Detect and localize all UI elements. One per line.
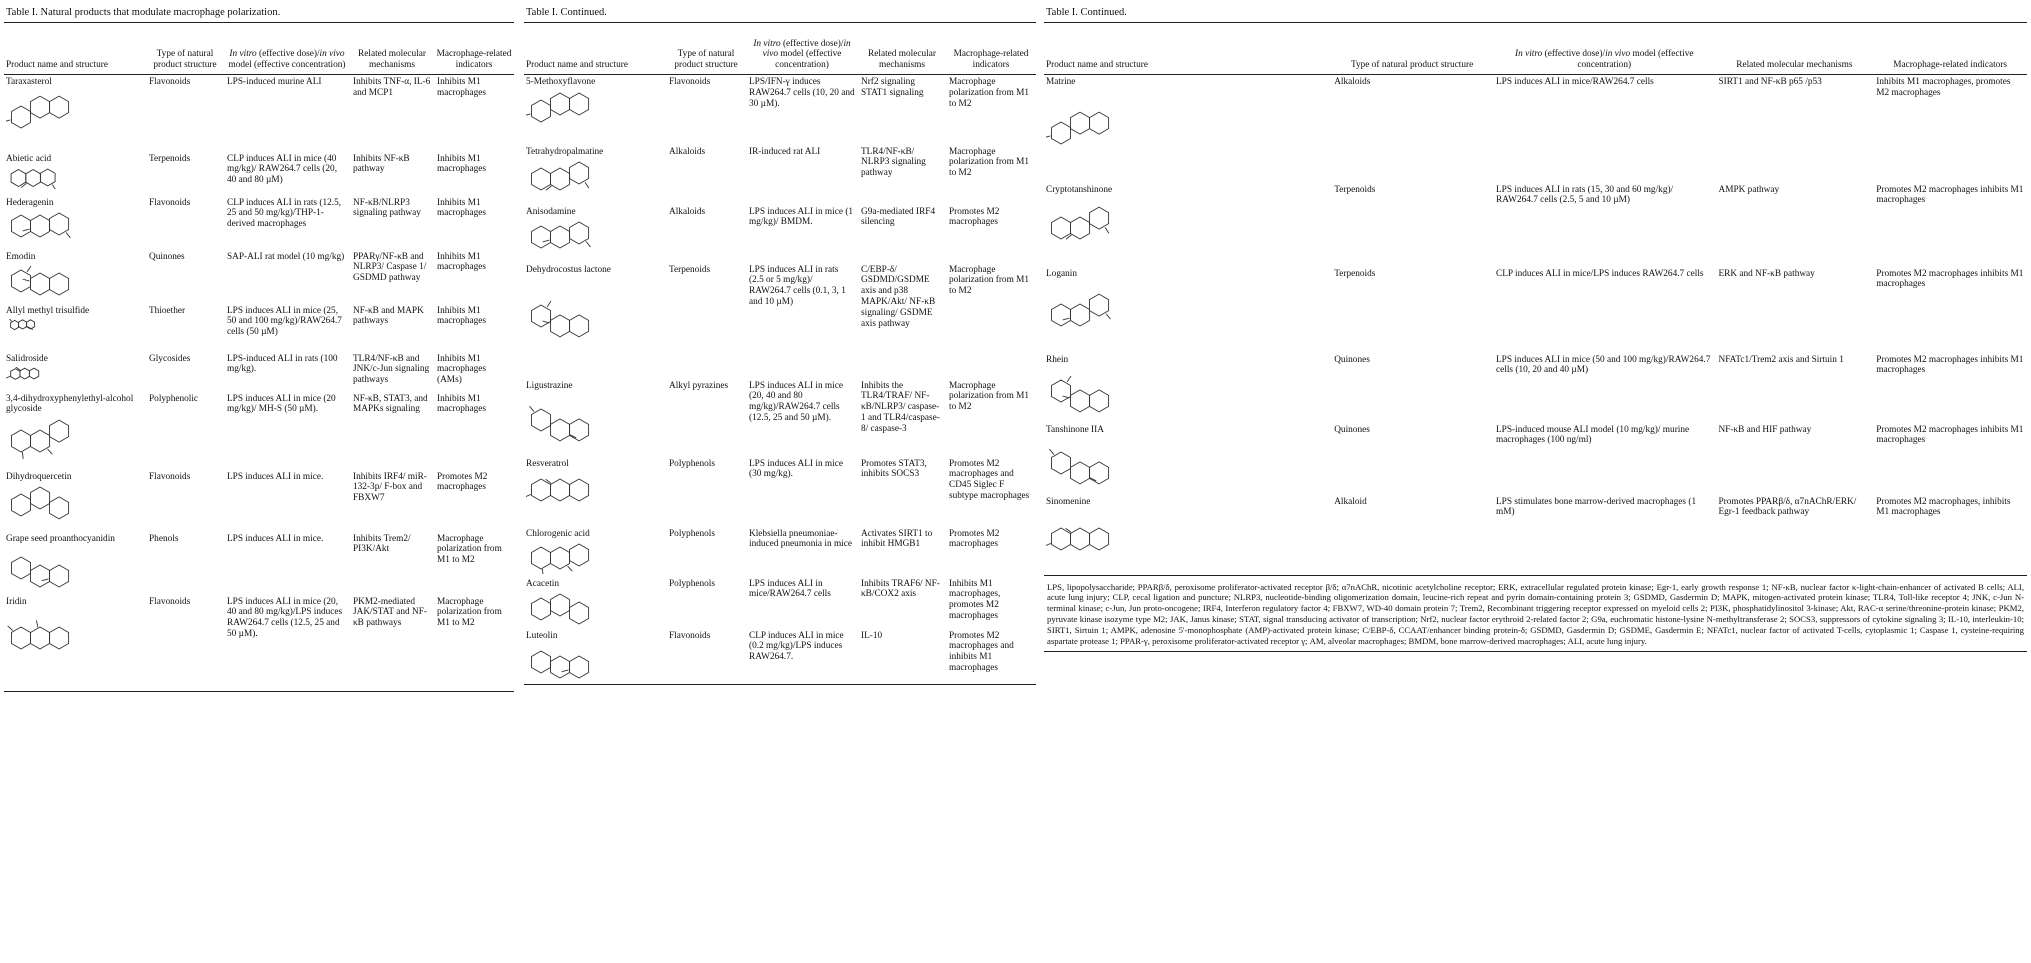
- table-row: [524, 75, 1036, 145]
- model-cell: LPS induces ALI in rats (2.5 or 5 mg/kg)/ RAW264.7 cells (0.1, 3, 1 and 10 µM): [749, 264, 846, 308]
- indicator-cell: Inhibits M1 macrophages, promotes M2 macrophages: [949, 578, 1001, 622]
- product-name: Matrine: [1046, 77, 1076, 87]
- chemical-structure-drawing: [6, 91, 143, 143]
- product-name: Salidroside: [6, 353, 48, 364]
- product-type: Terpenoids: [669, 264, 711, 275]
- model-cell: LPS induces ALI in mice (20, 40 and 80 mg/kg)/RAW264.7 cells (12.5, 25 and 50 µM).: [749, 380, 843, 424]
- table-row: [4, 392, 514, 470]
- indicator-cell: Macrophage polarization from M1 to M2: [949, 77, 1030, 109]
- indicator-cell: Promotes M2 macrophages inhibits M1 macrophages: [1876, 354, 2024, 376]
- chemical-structure-drawing: [6, 418, 143, 464]
- table-row: [524, 457, 1036, 527]
- product-name: Loganin: [1046, 268, 1077, 279]
- table-row: [4, 75, 514, 152]
- product-type: Polyphenols: [669, 578, 715, 589]
- model-cell: LPS induces ALI in mice/RAW264.7 cells: [1496, 77, 1654, 87]
- model-cell: LPS induces ALI in mice.: [227, 533, 324, 544]
- header-text: In vitro: [753, 38, 781, 49]
- mechanism-cell: Inhibits TRAF6/ NF-κB/COX2 axis: [861, 578, 940, 600]
- table-row: [524, 205, 1036, 263]
- table-row: [4, 250, 514, 304]
- indicator-cell: Inhibits M1 macrophages: [437, 305, 487, 327]
- header-mechanisms: [858, 23, 946, 75]
- table-row: [524, 629, 1036, 685]
- mechanism-cell: PKM2-mediated JAK/STAT and NF-κB pathways: [350, 595, 434, 692]
- header-mechanisms: [1715, 23, 1873, 75]
- header-type: [1331, 23, 1493, 75]
- indicator-cell: Inhibits M1 macrophages: [437, 251, 487, 273]
- table-row: [4, 196, 514, 250]
- product-cell: [4, 352, 146, 392]
- model-cell: LPS/IFN-γ induces RAW264.7 cells (10, 20 and 30 µM).: [749, 77, 855, 109]
- product-type: Polyphenols: [669, 458, 715, 469]
- model-cell: SAP-ALI rat model (10 mg/kg): [227, 251, 345, 262]
- table-row: [524, 527, 1036, 577]
- indicator-cell: Promotes M2 macrophages, inhibits M1 macrophages: [1876, 496, 2011, 518]
- model-cell: LPS-induced murine ALI: [227, 77, 322, 87]
- model-cell: Klebsiella pneumoniae-induced pneumonia in mice: [749, 528, 853, 550]
- header-text: in vivo: [762, 38, 851, 60]
- mechanism-cell: C/EBP-δ/ GSDMD/GSDME axis and p38 MAPK/Akt/ NF-κB signaling/ GSDME axis pathway: [861, 264, 936, 330]
- table-row: [4, 595, 514, 692]
- indicator-cell: Macrophage polarization from M1 to M2: [949, 380, 1030, 413]
- product-name: Tanshinone IIA: [1046, 424, 1104, 435]
- product-name: Acacetin: [526, 578, 560, 589]
- indicator-cell: Promotes M2 macrophages: [949, 206, 1000, 228]
- product-cell: [1044, 423, 1331, 495]
- table-row: [1044, 183, 2027, 267]
- header-text: model (effective concentration): [1577, 49, 1694, 71]
- product-type: Alkaloids: [669, 146, 706, 157]
- table-panel-1: [4, 6, 514, 692]
- indicator-cell: Macrophage polarization from M1 to M2: [437, 533, 502, 566]
- products-table: [524, 22, 1036, 685]
- model-cell: LPS induces ALI in mice (20 mg/kg)/ MH-S (50 µM).: [227, 393, 336, 415]
- product-cell: [4, 152, 146, 196]
- indicator-cell: Promotes M2 macrophages and inhibits M1 macrophages: [946, 629, 1036, 685]
- chemical-structure-drawing: [526, 394, 663, 446]
- model-cell: CLP induces ALI in mice (40 mg/kg)/ RAW264.7 cells (20, 40 and 80 µM): [227, 153, 338, 186]
- product-name: 5-Methoxyflavone: [526, 77, 596, 87]
- chemical-structure-drawing: [6, 485, 143, 525]
- indicator-cell: Inhibits M1 macrophages: [437, 393, 487, 415]
- chemical-structure-drawing: [1046, 368, 1328, 414]
- model-cell: LPS induces ALI in mice (50 and 100 mg/kg)/RAW264.7 cells (10, 20 and 40 µM): [1496, 354, 1711, 376]
- model-cell: LPS induces ALI in mice (1 mg/kg)/ BMDM.: [749, 206, 854, 228]
- product-type: Alkaloids: [1334, 77, 1371, 87]
- product-cell: [4, 75, 146, 152]
- product-name: Anisodamine: [526, 206, 576, 217]
- table-row: [524, 379, 1036, 457]
- table-panel-3: [1044, 6, 2027, 652]
- product-type: Thioether: [149, 305, 186, 316]
- header-type: [146, 23, 224, 75]
- chemical-structure-drawing: [526, 278, 663, 354]
- product-type: Flavonoids: [146, 595, 224, 692]
- chemical-structure-drawing: [526, 644, 663, 680]
- product-type: Terpenoids: [1334, 268, 1376, 279]
- chemical-structure-drawing: [526, 472, 663, 508]
- table-caption: Table I. Continued.: [1046, 7, 1127, 18]
- header-text: In vitro: [1515, 49, 1543, 60]
- product-name: Abietic acid: [6, 153, 52, 164]
- products-table: [4, 22, 514, 692]
- product-type: Flavonoids: [666, 629, 746, 685]
- model-cell: LPS induces ALI in mice (25, 50 and 100 mg/kg)/RAW264.7 cells (50 µM): [227, 305, 342, 338]
- model-cell: LPS-induced ALI in rats (100 mg/kg).: [227, 353, 338, 375]
- table-panel-2: [524, 6, 1036, 685]
- model-cell: LPS induces ALI in mice (30 mg/kg).: [749, 458, 843, 480]
- table-row: [524, 145, 1036, 205]
- header-text: Product name and structure: [526, 60, 628, 71]
- table-row: [1044, 267, 2027, 353]
- product-cell: [524, 205, 666, 263]
- table-row: [1044, 495, 2027, 575]
- product-type: Quinones: [1334, 354, 1370, 365]
- product-type: Alkaloids: [669, 206, 706, 217]
- mechanism-cell: Inhibits TNF-α, IL-6 and MCP1: [353, 77, 431, 98]
- chemical-structure-drawing: [526, 220, 663, 254]
- mechanism-cell: ERK and NF-κB pathway: [1718, 268, 1815, 279]
- indicator-cell: Inhibits M1 macrophages: [437, 153, 487, 175]
- mechanism-cell: NF-κB/NLRP3 signaling pathway: [353, 197, 421, 219]
- mechanism-cell: Inhibits NF-κB pathway: [353, 153, 410, 175]
- table-row: [4, 352, 514, 392]
- header-model: [224, 23, 350, 75]
- chemical-structure-drawing: [1046, 282, 1328, 348]
- table-footnote: LPS, lipopolysaccharide; PPARβ/δ, peroxisome proliferator-activated receptor β/δ; α7nAChR, nicotinic acetylcholine receptor; ERK, extracellular regulated protein kinase; Egr-1, early growth response 1; NF-κB, nuclear factor κ-light-chain-enhancer of activated B cells; ALI, acute lung injury; CLP, cecal ligation and puncture; NLRP3, nucleotide-binding oligomerization domain, leucine-rich repeat and pyrin domain-containing protein 3; GSDMD, Gasdermin D; MAPK, mitogen-activated protein kinase; TLR4, Toll-like receptor 4; JNK, c-Jun N-terminal kinase; c-Jun, Jun proto-oncogene; IRF4, Interferon regulatory factor 4; FBXW7, WD-40 domain protein 7; Trem2, Recombinant triggering receptor expressed on myeloid cells 2; PI3K, phosphatidylinositol 3-kinase; Akt, RAC-α serine/threonine-protein kinase; PKM2, pyruvate kinase isozyme type M2; JAK, Janus kinase; STAT, signal transducing activator of transcription; Nrf2, nuclear factor erythroid 2-related factor 2; G9a, euchromatic histone-lysine N-methyltransferase 2; SOCS3, suppressors of cytokine signaling 3; IL-10, interleukin-10; SIRT1, Sirtuin 1; AMPK, adenosine 5'-monophosphate (AMP)-activated protein kinase; C/EBP-δ, CCAAT/enhancer binding protein-δ; GSDMD, Gasdermin D; GSDME, Gasdermin E; NFATc1, nuclear factor of activated T-cells, cytoplasmic 1; Caspase 1, cysteine-requiring aspartate protease 1; PPAR-γ, peroxisome proliferator-activated receptor γ; AM, alveolar macrophages; BMDM, bone marrow-derived macrophages; ALI, acute lung injury.: [1044, 575, 2027, 652]
- product-type: Terpenoids: [1334, 184, 1376, 195]
- product-name: Emodin: [6, 251, 36, 262]
- model-cell: LPS induces ALI in mice (20, 40 and 80 mg/kg)/LPS induces RAW264.7 cells (12.5, 25 and 50 µM).: [224, 595, 350, 692]
- product-name: Rhein: [1046, 354, 1069, 365]
- mechanism-cell: NFATc1/Trem2 axis and Sirtuin 1: [1718, 354, 1844, 365]
- chemical-structure-drawing: [6, 211, 143, 241]
- product-name: Iridin: [6, 596, 27, 607]
- header-text: Type of natural product structure: [153, 49, 217, 71]
- header-mechanisms: [350, 23, 434, 75]
- indicator-cell: Macrophage polarization from M1 to M2: [949, 264, 1030, 297]
- product-cell: [1044, 495, 1331, 575]
- header-text: Product name and structure: [1046, 60, 1148, 71]
- model-cell: CLP induces ALI in rats (12.5, 25 and 50 mg/kg)/THP-1-derived macrophages: [227, 197, 342, 230]
- product-cell: [1044, 353, 1331, 423]
- chemical-structure-drawing: [526, 91, 663, 131]
- product-type: Alkyl pyrazines: [669, 380, 729, 391]
- mechanism-cell: NF-κB and HIF pathway: [1718, 424, 1812, 435]
- product-name: Taraxasterol: [6, 77, 52, 87]
- table-row: [4, 532, 514, 595]
- header-text: (effective dose)/: [780, 38, 844, 49]
- indicator-cell: Macrophage polarization from M1 to M2: [434, 595, 514, 692]
- header-model: [1493, 23, 1715, 75]
- indicator-cell: Promotes M2 macrophages inhibits M1 macrophages: [1876, 424, 2024, 446]
- indicator-cell: Macrophage polarization from M1 to M2: [949, 146, 1030, 179]
- products-table: [1044, 22, 2027, 575]
- product-name: Cryptotanshinone: [1046, 184, 1113, 195]
- indicator-cell: Inhibits M1 macrophages (AMs): [437, 353, 487, 386]
- table-caption: Table I. Natural products that modulate macrophage polarization.: [6, 7, 281, 18]
- mechanism-cell: Promotes PPARβ/δ, α7nAChR/ERK/ Egr-1 feedback pathway: [1718, 496, 1857, 518]
- product-type: Flavonoids: [149, 197, 191, 208]
- table-row: [1044, 75, 2027, 183]
- product-name: Allyl methyl trisulfide: [6, 305, 90, 316]
- product-cell: [1044, 75, 1331, 183]
- product-cell: [524, 577, 666, 629]
- product-cell: [524, 379, 666, 457]
- chemical-structure-drawing: [1046, 91, 1328, 175]
- chemical-structure-drawing: [526, 160, 663, 198]
- header-text: in vivo: [319, 49, 345, 60]
- model-cell: CLP induces ALI in mice (0.2 mg/kg)/LPS induces RAW264.7.: [746, 629, 858, 685]
- table-row: [524, 263, 1036, 379]
- header-text: In vitro: [229, 49, 257, 60]
- mechanism-cell: SIRT1 and NF-κB p65 /p53: [1718, 77, 1822, 87]
- model-cell: CLP induces ALI in mice/LPS induces RAW264.7 cells: [1496, 268, 1704, 279]
- indicator-cell: Inhibits M1 macrophages: [437, 197, 487, 219]
- product-type: Polyphenols: [669, 528, 715, 539]
- product-type: Quinones: [149, 251, 185, 262]
- product-type: Flavonoids: [149, 77, 191, 87]
- indicator-cell: Promotes M2 macrophages inhibits M1 macrophages: [1876, 268, 2024, 290]
- header-text: (effective dose)/: [1542, 49, 1606, 60]
- product-cell: [4, 392, 146, 470]
- product-name: Dehydrocostus lactone: [526, 264, 611, 275]
- header-name: [4, 23, 146, 75]
- product-name: Sinomenine: [1046, 496, 1091, 507]
- product-name: Resveratrol: [526, 458, 569, 469]
- product-name: Hederagenin: [6, 197, 54, 208]
- header-text: model (effective concentration): [228, 60, 346, 71]
- product-cell: [524, 263, 666, 379]
- product-cell: [524, 527, 666, 577]
- product-cell: [4, 304, 146, 352]
- mechanism-cell: Activates SIRT1 to inhibit HMGB1: [861, 528, 933, 550]
- product-cell: [4, 532, 146, 595]
- mechanism-cell: TLR4/NF-κB/ NLRP3 signaling pathway: [861, 146, 926, 179]
- indicator-cell: Promotes M2 macrophages and CD45 Siglec F subtype macrophages: [949, 458, 1030, 502]
- mechanism-cell: NF-κB and MAPK pathways: [353, 305, 424, 327]
- model-cell: LPS stimulates bone marrow-derived macrophages (1 mM): [1496, 496, 1697, 518]
- product-name: Dihydroquercetin: [6, 471, 72, 482]
- product-type: Glycosides: [149, 353, 191, 364]
- header-text: model (effective concentration): [775, 49, 842, 71]
- product-type: Quinones: [1334, 424, 1370, 435]
- mechanism-cell: NF-κB, STAT3, and MAPKs signaling: [353, 393, 428, 415]
- product-type: Phenols: [149, 533, 179, 544]
- chemical-structure-drawing: [1046, 438, 1328, 488]
- product-cell: [524, 145, 666, 205]
- header-text: Type of natural product structure: [1350, 60, 1474, 71]
- table-row: [4, 152, 514, 196]
- product-cell: [524, 75, 666, 145]
- mechanism-cell: Inhibits Trem2/ PI3K/Akt: [353, 533, 411, 555]
- header-text: (effective dose)/: [256, 49, 320, 60]
- model-cell: IR-induced rat ALI: [749, 146, 821, 157]
- header-text: Type of natural product structure: [674, 49, 738, 71]
- mechanism-cell: Promotes STAT3, inhibits SOCS3: [861, 458, 927, 480]
- mechanism-cell: G9a-mediated IRF4 silencing: [861, 206, 936, 228]
- product-name: Chlorogenic acid: [526, 528, 590, 539]
- product-cell: [1044, 183, 1331, 267]
- chemical-structure-drawing: [526, 592, 663, 626]
- table-caption: Table I. Continued.: [526, 7, 607, 18]
- model-cell: LPS-induced mouse ALI model (10 mg/kg)/ murine macrophages (100 ng/ml): [1496, 424, 1690, 446]
- mechanism-cell: Inhibits IRF4/ miR-132-3p/ F-box and FBXW7: [353, 471, 427, 504]
- mechanism-cell: AMPK pathway: [1718, 184, 1780, 195]
- header-type: [666, 23, 746, 75]
- header-text: Related molecular mechanisms: [358, 49, 426, 71]
- product-cell: [4, 595, 146, 692]
- chemical-structure-drawing: [1046, 510, 1328, 568]
- model-cell: LPS induces ALI in mice.: [227, 471, 324, 482]
- mechanism-cell: PPARγ/NF-κB and NLRP3/ Caspase 1/ GSDMD pathway: [353, 251, 427, 284]
- chemical-structure-drawing: [6, 319, 143, 331]
- chemical-structure-drawing: [6, 610, 143, 666]
- table-row: [524, 577, 1036, 629]
- product-name: Luteolin: [526, 630, 558, 641]
- table-row: [1044, 423, 2027, 495]
- indicator-cell: Promotes M2 macrophages: [437, 471, 488, 493]
- product-type: Terpenoids: [149, 153, 191, 164]
- indicator-cell: Promotes M2 macrophages: [949, 528, 1000, 550]
- chemical-structure-drawing: [6, 367, 143, 381]
- header-model: [746, 23, 858, 75]
- header-text: Macrophage-related indicators: [436, 49, 512, 71]
- mechanism-cell: TLR4/NF-κB and JNK/c-Jun signaling pathways: [353, 353, 430, 386]
- product-name: Ligustrazine: [526, 380, 573, 391]
- header-name: [1044, 23, 1331, 75]
- header-indicators: [1873, 23, 2027, 75]
- product-cell: [524, 457, 666, 527]
- chemical-structure-drawing: [1046, 198, 1328, 258]
- header-text: Macrophage-related indicators: [953, 49, 1029, 71]
- header-text: Macrophage-related indicators: [1893, 60, 2008, 71]
- product-cell: [4, 250, 146, 304]
- product-cell: [524, 629, 666, 685]
- product-type: Polyphenolic: [149, 393, 199, 404]
- indicator-cell: Inhibits M1 macrophages: [437, 77, 487, 98]
- table-row: [4, 304, 514, 352]
- mechanism-cell: IL-10: [858, 629, 946, 685]
- product-cell: [1044, 267, 1331, 353]
- header-text: Product name and structure: [6, 60, 108, 71]
- header-text: Related molecular mechanisms: [868, 49, 936, 71]
- product-type: Flavonoids: [669, 77, 711, 87]
- product-type: Flavonoids: [149, 471, 191, 482]
- header-name: [524, 23, 666, 75]
- header-text: Related molecular mechanisms: [1736, 60, 1853, 71]
- product-type: Alkaloid: [1334, 496, 1367, 507]
- header-indicators: [946, 23, 1036, 75]
- header-indicators: [434, 23, 514, 75]
- chemical-structure-drawing: [6, 167, 143, 189]
- indicator-cell: Promotes M2 macrophages inhibits M1 macrophages: [1876, 184, 2024, 206]
- model-cell: LPS induces ALI in mice/RAW264.7 cells: [749, 578, 831, 600]
- product-cell: [4, 196, 146, 250]
- product-name: Tetrahydropalmatine: [526, 146, 604, 157]
- mechanism-cell: Inhibits the TLR4/TRAF/ NF-κB/NLRP3/ caspase-1 and TLR4/caspase-8/ caspase-3: [861, 380, 940, 435]
- product-name: Grape seed proanthocyanidin: [6, 533, 115, 544]
- table-row: [1044, 353, 2027, 423]
- product-cell: [4, 470, 146, 532]
- table-row: [4, 470, 514, 532]
- chemical-structure-drawing: [6, 547, 143, 589]
- header-text: in vivo: [1605, 49, 1631, 60]
- mechanism-cell: Nrf2 signaling STAT1 signaling: [861, 77, 924, 98]
- model-cell: LPS induces ALI in rats (15, 30 and 60 mg/kg)/ RAW264.7 cells (2.5, 5 and 10 µM): [1496, 184, 1674, 206]
- indicator-cell: Inhibits M1 macrophages, promotes M2 macrophages: [1876, 77, 2011, 98]
- chemical-structure-drawing: [6, 265, 143, 297]
- product-name: 3,4-dihydroxyphenylethyl-alcohol glycoside: [6, 393, 134, 415]
- chemical-structure-drawing: [526, 542, 663, 574]
